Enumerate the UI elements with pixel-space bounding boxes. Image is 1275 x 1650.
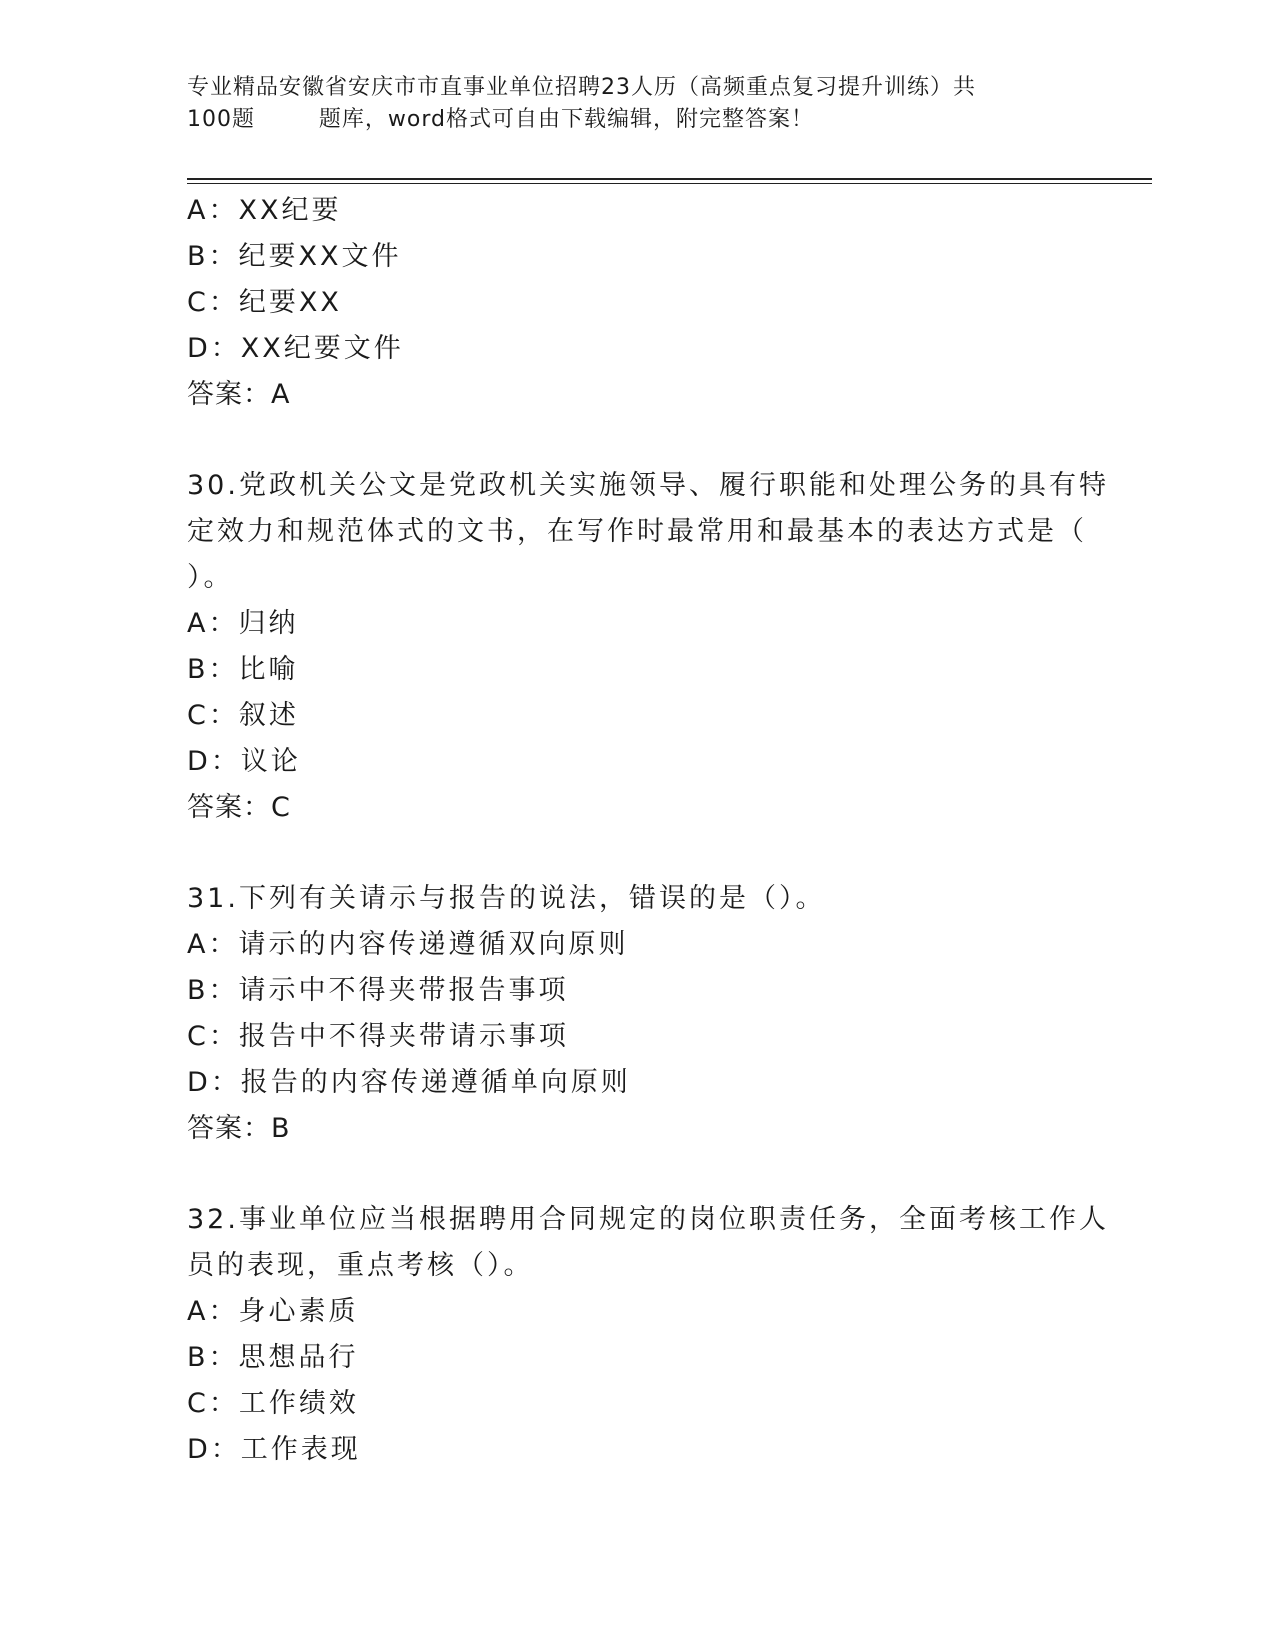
option-a: A：归纳 bbox=[187, 608, 299, 639]
question-text: 定效力和规范体式的文书，在写作时最常用和最基本的表达方式是（ bbox=[187, 516, 1087, 547]
header-line-2: 100题 题库，word格式可自由下载编辑，附完整答案！ bbox=[187, 107, 815, 132]
question-30 bbox=[187, 463, 1109, 831]
option-c: C：报告中不得夹带请示事项 bbox=[187, 1021, 569, 1052]
document-header bbox=[187, 72, 1087, 136]
question-text: 员的表现，重点考核（）。 bbox=[187, 1250, 534, 1281]
option-d: D：工作表现 bbox=[187, 1434, 361, 1465]
header-line-1: 专业精品安徽省安庆市市直事业单位招聘23人历（高频重点复习提升训练）共 bbox=[187, 75, 976, 100]
option-c: C：叙述 bbox=[187, 700, 299, 731]
answer: 答案：A bbox=[187, 379, 291, 410]
option-b: B：思想品行 bbox=[187, 1342, 359, 1373]
answer: 答案：B bbox=[187, 1113, 291, 1144]
question-29 bbox=[187, 188, 1087, 418]
question-32 bbox=[187, 1197, 1109, 1473]
question-text: 31.下列有关请示与报告的说法，错误的是（）。 bbox=[187, 883, 826, 914]
question-text: 32.事业单位应当根据聘用合同规定的岗位职责任务，全面考核工作人 bbox=[187, 1204, 1109, 1235]
header-divider-thin bbox=[187, 183, 1152, 184]
option-d: D：议论 bbox=[187, 746, 301, 777]
option-d: D：XX纪要文件 bbox=[187, 333, 404, 364]
option-a: A：身心素质 bbox=[187, 1296, 359, 1327]
option-c: C：纪要XX bbox=[187, 287, 342, 318]
question-31 bbox=[187, 876, 1087, 1152]
option-b: B：纪要XX文件 bbox=[187, 241, 402, 272]
question-list bbox=[187, 188, 1109, 1473]
answer: 答案：C bbox=[187, 792, 291, 823]
question-text: ）。 bbox=[187, 562, 234, 593]
option-b: B：请示中不得夹带报告事项 bbox=[187, 975, 569, 1006]
option-a: A：XX纪要 bbox=[187, 195, 342, 226]
option-d: D：报告的内容传递遵循单向原则 bbox=[187, 1067, 631, 1098]
header-divider-thick bbox=[187, 178, 1152, 180]
option-c: C：工作绩效 bbox=[187, 1388, 359, 1419]
question-text: 30.党政机关公文是党政机关实施领导、履行职能和处理公务的具有特 bbox=[187, 470, 1109, 501]
option-b: B：比喻 bbox=[187, 654, 299, 685]
option-a: A：请示的内容传递遵循双向原则 bbox=[187, 929, 629, 960]
